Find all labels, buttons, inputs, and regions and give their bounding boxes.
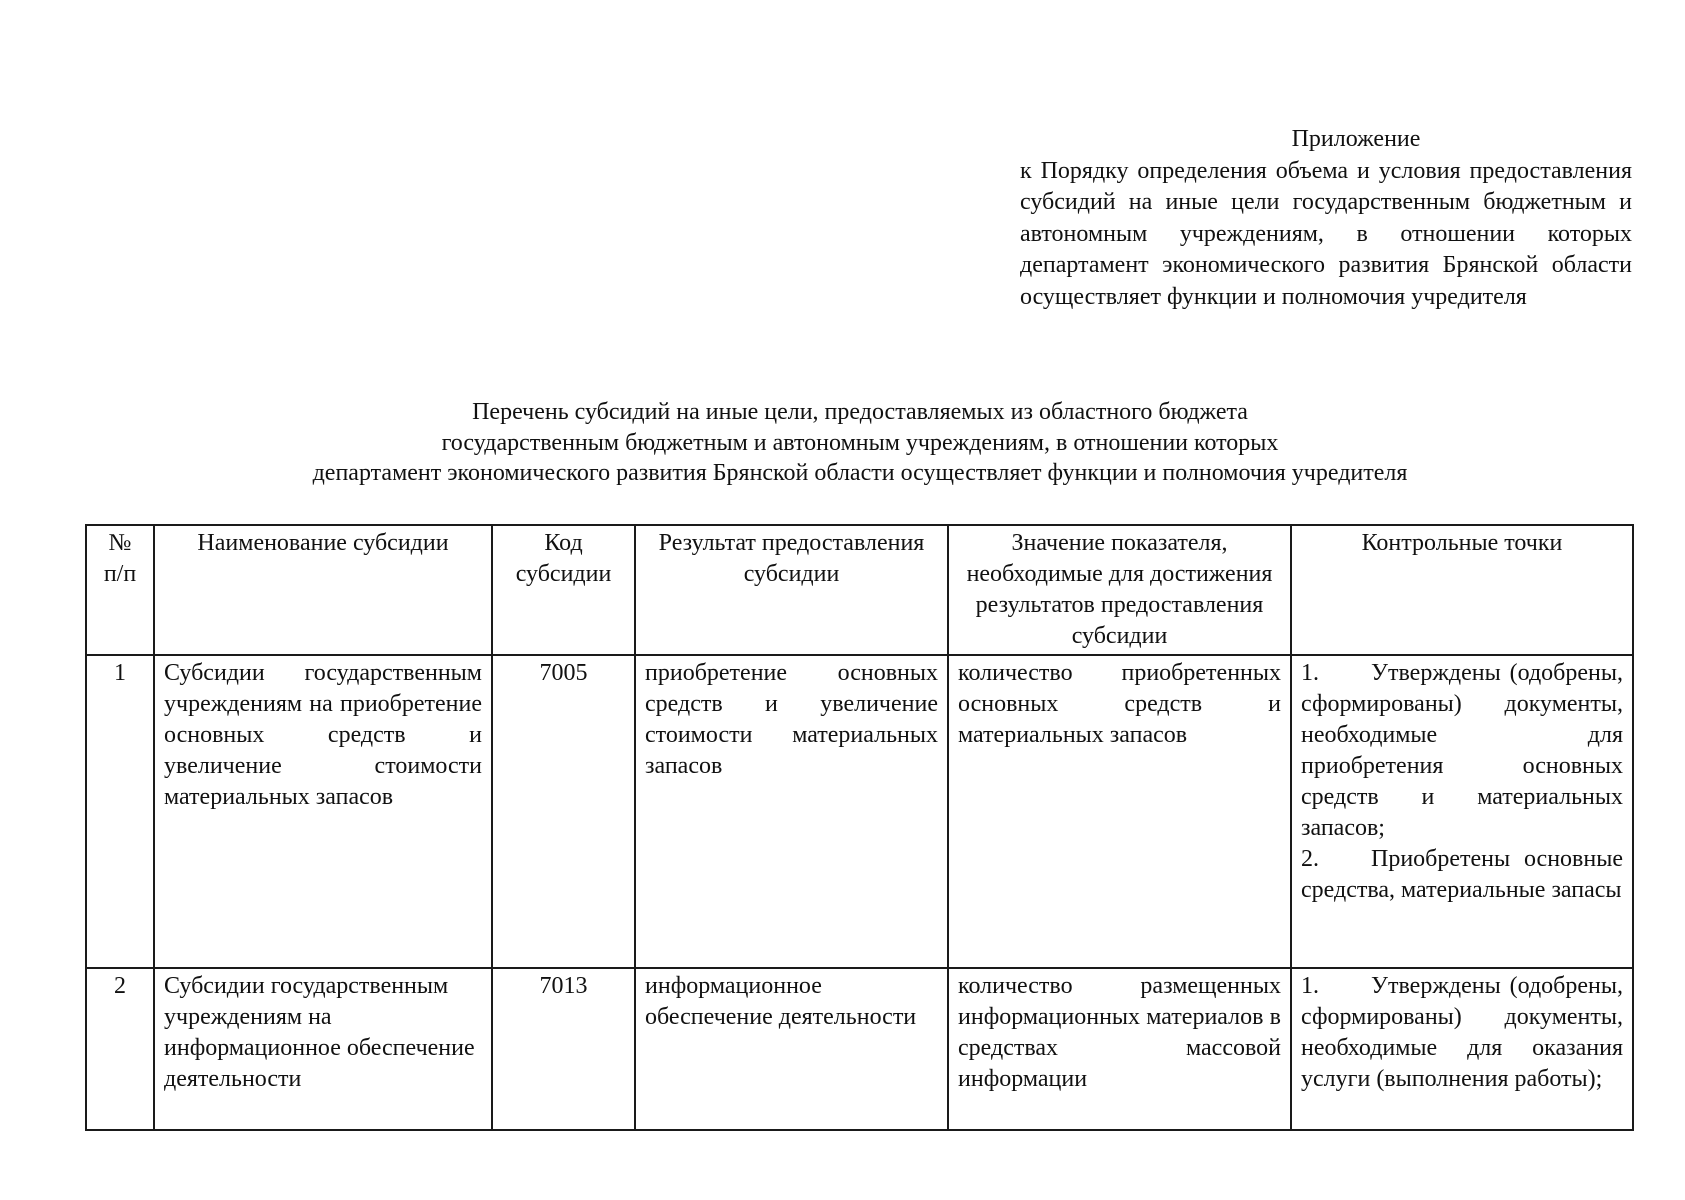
appendix-title: Приложение (1291, 126, 1421, 152)
row-subsidy-code: 7005 (492, 655, 635, 968)
control-point-text: Утверждены (одобрены, сформированы) документы, необходимые для приобретения основных средств и материальных запасов; (1301, 660, 1623, 841)
row-indicator-value: количество приобретенных основных средств и материальных запасов (948, 655, 1291, 968)
table-row (86, 655, 1633, 968)
header-name: Наименование субсидии (154, 525, 492, 655)
table-row (86, 968, 1633, 1130)
document-title-line-2: государственным бюджетным и автономным учреждениям, в отношении которых (441, 429, 1279, 456)
document-title-line-3: департамент экономического развития Брянской области осуществляет функции и полномочия учредителя (312, 460, 1408, 486)
appendix-text: к Порядку определения объема и условия предоставления субсидий на иные цели государственным бюджетным и автономным учреждениям, в отношении которых департамент экономического развития Брянской области осуществляет функции и полномочия учредителя (1020, 157, 1632, 310)
row-control-points (1291, 655, 1633, 968)
row-num: 2 (86, 968, 154, 1130)
control-point-item (1301, 658, 1623, 844)
header-code: Код субсидии (492, 525, 635, 655)
header-result: Результат предоставления субсидии (635, 525, 948, 655)
document-title-line-1: Перечень субсидий на иные цели, предоставляемых из областного бюджета (472, 399, 1248, 425)
subsidies-table (85, 524, 1634, 1131)
header-num: № п/п (86, 525, 154, 655)
appendix-block (1020, 124, 1632, 313)
row-num: 1 (86, 655, 154, 968)
control-point-number: 1. (1301, 660, 1319, 686)
table-header-row (86, 525, 1633, 655)
header-value: Значение показателя, необходимые для достижения результатов предоставления субсидии (948, 525, 1291, 655)
control-point-text: Утверждены (одобрены, сформированы) документы, необходимые для оказания услуги (выполнения работы); (1301, 973, 1623, 1092)
row-control-points (1291, 968, 1633, 1130)
control-point-number: 1. (1301, 973, 1319, 999)
header-points: Контрольные точки (1291, 525, 1633, 655)
control-point-item (1301, 971, 1623, 1095)
control-point-item (1301, 844, 1623, 906)
row-indicator-value: количество размещенных информационных материалов в средствах массовой информации (948, 968, 1291, 1130)
row-result: приобретение основных средств и увеличение стоимости материальных запасов (635, 655, 948, 968)
row-subsidy-code: 7013 (492, 968, 635, 1130)
control-point-number: 2. (1301, 846, 1319, 872)
row-subsidy-name: Субсидии государственным учреждениям на информационное обеспечение деятельности (154, 968, 492, 1130)
row-result: информационное обеспечение деятельности (635, 968, 948, 1130)
document-title (120, 397, 1600, 489)
row-subsidy-name: Субсидии государственным учреждениям на приобретение основных средств и увеличение стоимости материальных запасов (154, 655, 492, 968)
control-point-text: Приобретены основные средства, материальные запасы (1301, 846, 1623, 903)
